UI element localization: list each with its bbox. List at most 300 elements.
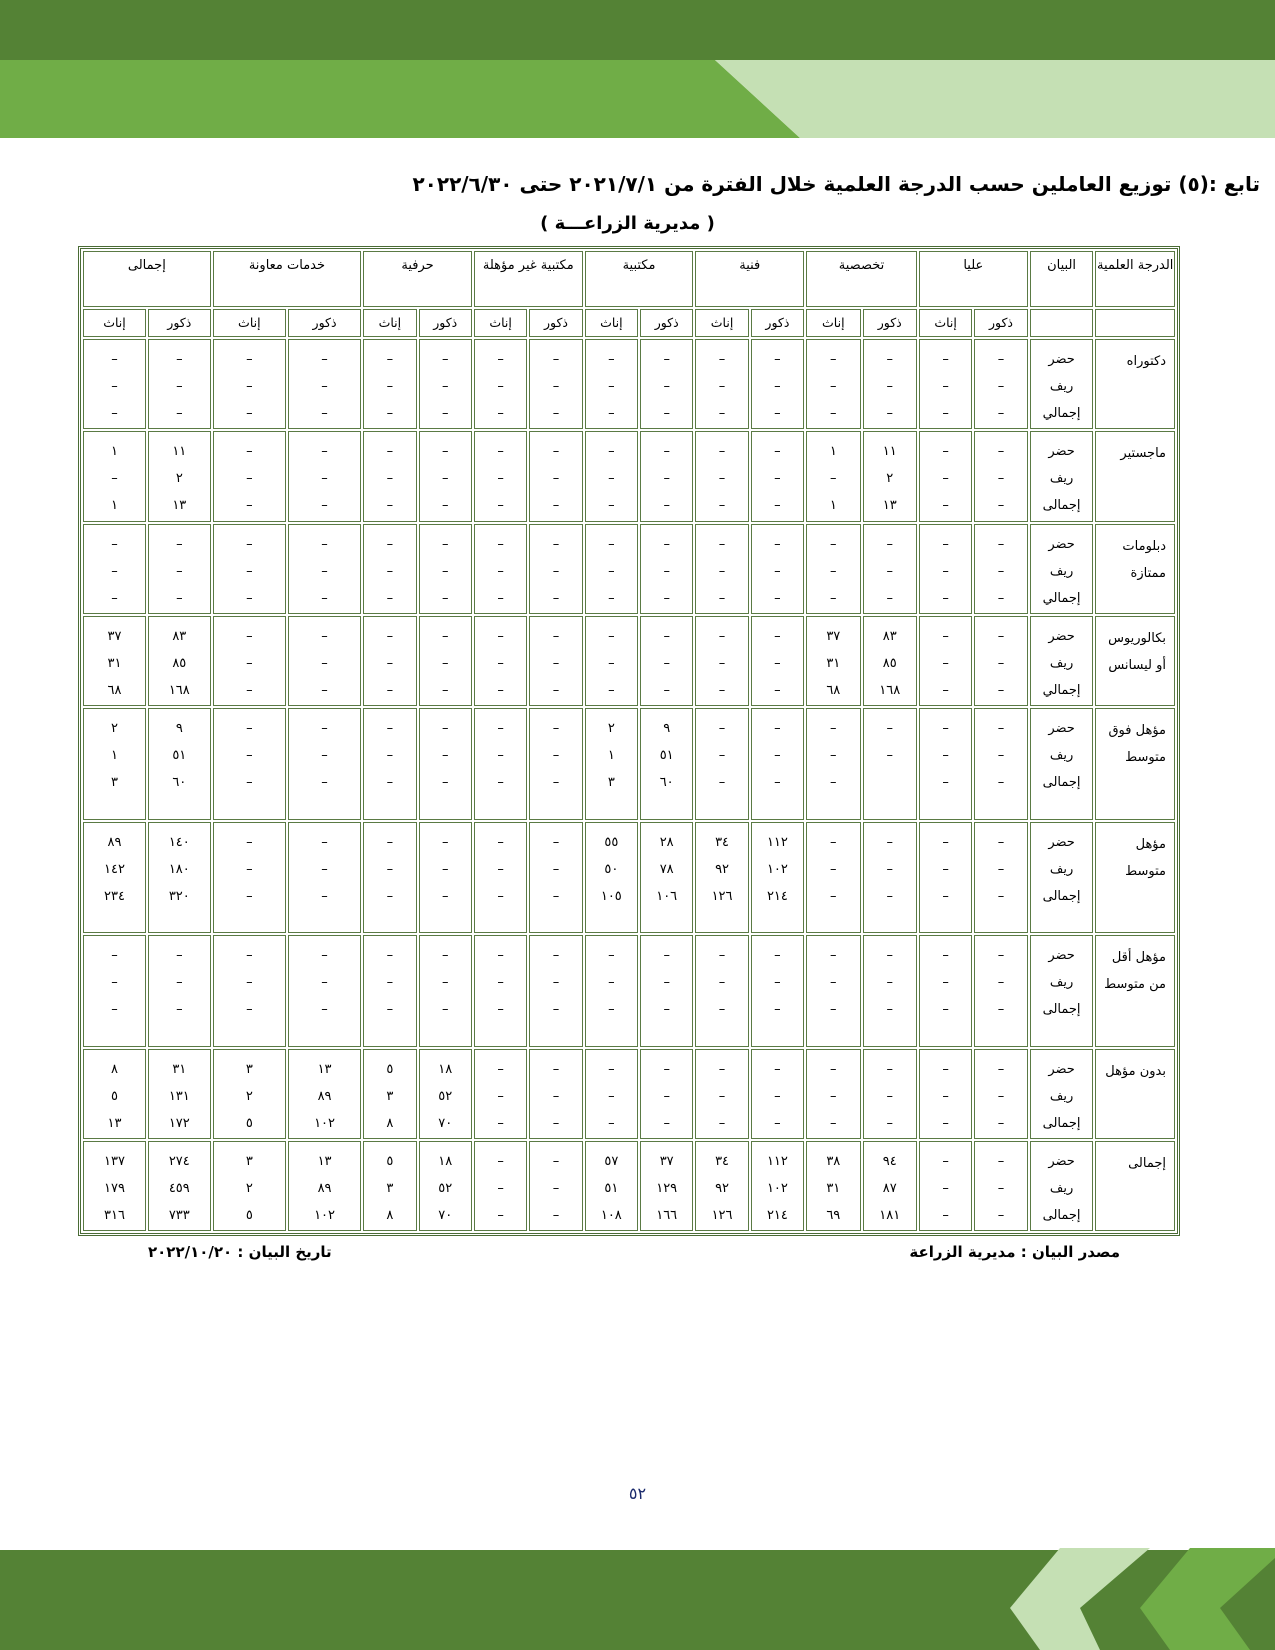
value-cell xyxy=(148,339,211,429)
value-lines xyxy=(475,432,526,519)
value: – xyxy=(997,444,1005,460)
value-cell xyxy=(640,935,693,1047)
value: – xyxy=(176,563,183,579)
value: – xyxy=(830,1088,837,1104)
value-cell xyxy=(640,339,693,429)
value: – xyxy=(774,406,781,422)
male-header: ذكور xyxy=(419,309,472,337)
table-row xyxy=(83,708,1175,820)
value xyxy=(864,769,916,796)
value-cell xyxy=(585,431,638,521)
female-header: إناث xyxy=(474,309,527,337)
value-cell xyxy=(806,1049,860,1139)
value-cell xyxy=(288,431,361,521)
value-cell xyxy=(751,524,804,614)
value-lines xyxy=(864,1050,916,1137)
table-subtitle xyxy=(0,213,1275,234)
value: – xyxy=(552,888,560,904)
value-lines xyxy=(420,340,471,427)
value-lines xyxy=(475,709,526,796)
value: – xyxy=(774,498,781,514)
value: – xyxy=(830,352,837,368)
value: – xyxy=(886,379,893,395)
value-lines xyxy=(975,1142,1026,1229)
value: ٤٥٩ xyxy=(168,1180,190,1196)
value: ١٣٧ xyxy=(103,1153,125,1169)
value-cell xyxy=(474,431,527,521)
value-lines xyxy=(641,432,692,519)
value-cell xyxy=(863,822,917,934)
value: – xyxy=(386,721,394,736)
value: ١١٢ xyxy=(766,1153,788,1169)
female-header: إناث xyxy=(363,309,416,337)
bayan-label: حضر xyxy=(1048,352,1075,368)
value-lines xyxy=(807,936,859,1023)
value: – xyxy=(997,1115,1005,1131)
value: ٨٩ xyxy=(317,1180,332,1196)
value: ٣٤ xyxy=(715,834,730,850)
value-cell xyxy=(919,1141,972,1231)
value: ٣٢٠ xyxy=(168,888,190,904)
value: – xyxy=(942,1115,949,1131)
value-lines xyxy=(530,340,581,427)
value: ١٣ xyxy=(882,498,897,514)
value-cell xyxy=(919,1049,972,1139)
bayan-label: إجمالى xyxy=(1042,775,1081,790)
value: – xyxy=(997,498,1005,514)
value-cell xyxy=(695,524,748,614)
value-cell xyxy=(806,708,860,820)
value: – xyxy=(246,975,253,990)
value: ٢١٤ xyxy=(766,1207,788,1223)
value-lines xyxy=(586,432,637,519)
bayan-cell xyxy=(1030,1141,1094,1231)
group-header: فنية xyxy=(695,251,804,307)
bayan-label: ريف xyxy=(1049,975,1074,990)
value: – xyxy=(608,948,615,963)
female-header: إناث xyxy=(806,309,860,337)
value-cell xyxy=(919,935,972,1047)
value: ١٦٨ xyxy=(879,682,901,698)
value: ٧٣٣ xyxy=(168,1207,190,1223)
value-cell xyxy=(806,616,860,706)
value: – xyxy=(718,1002,726,1017)
value-lines xyxy=(975,525,1026,612)
value-lines xyxy=(586,823,637,910)
value-cell xyxy=(529,616,582,706)
value: ٥٢ xyxy=(438,1180,453,1196)
value: – xyxy=(997,1002,1005,1017)
value-lines xyxy=(214,525,285,612)
value-lines xyxy=(149,823,210,910)
empty-cell xyxy=(1030,309,1094,337)
value-lines xyxy=(214,617,285,704)
value: – xyxy=(441,861,449,877)
male-header: ذكور xyxy=(640,309,693,337)
value-cell xyxy=(529,822,582,934)
value: ٥٢ xyxy=(438,1088,453,1104)
value-lines xyxy=(364,340,415,427)
value-cell xyxy=(529,431,582,521)
data-table xyxy=(81,249,1177,1233)
value-lines xyxy=(149,1142,210,1229)
value-cell xyxy=(640,616,693,706)
value: – xyxy=(246,748,253,763)
value-cell xyxy=(363,616,416,706)
value: – xyxy=(497,834,504,850)
value-cell xyxy=(419,616,472,706)
value: – xyxy=(886,563,893,579)
value: – xyxy=(552,1061,560,1077)
value: – xyxy=(441,379,449,395)
value-lines xyxy=(975,823,1026,910)
value: ١٨١ xyxy=(879,1207,901,1223)
value: – xyxy=(663,379,670,395)
value: ١٧٩ xyxy=(103,1180,125,1196)
value: ٥ xyxy=(245,1115,253,1131)
value-cell xyxy=(288,1141,361,1231)
value: – xyxy=(830,1115,837,1131)
value: ١٤٠ xyxy=(168,834,190,850)
value-cell xyxy=(474,1049,527,1139)
value: – xyxy=(997,775,1005,790)
header-row-gender xyxy=(83,309,1175,337)
value: ١٢٦ xyxy=(711,888,733,904)
value-cell xyxy=(974,935,1027,1047)
value-cell xyxy=(529,935,582,1047)
value: ١٨٠ xyxy=(168,861,190,877)
value-lines xyxy=(807,617,859,704)
value-cell xyxy=(974,822,1027,934)
value-lines xyxy=(364,1050,415,1137)
value: – xyxy=(886,834,893,850)
value: – xyxy=(886,1115,893,1131)
value: – xyxy=(608,536,615,552)
value: – xyxy=(441,948,449,963)
value: – xyxy=(441,775,449,790)
value-cell xyxy=(83,1141,146,1231)
value: – xyxy=(608,1002,615,1017)
value-lines xyxy=(807,525,859,612)
value: – xyxy=(774,1061,781,1077)
value-lines xyxy=(641,709,692,796)
bayan-label: إجمالى xyxy=(1042,1002,1081,1017)
value-cell xyxy=(474,616,527,706)
value-cell xyxy=(363,1141,416,1231)
value: – xyxy=(608,590,615,606)
value: ١٠٢ xyxy=(766,1180,788,1196)
value-cell xyxy=(148,616,211,706)
value: ٣١ xyxy=(826,655,841,671)
empty-cell xyxy=(1095,309,1175,337)
bayan-label: حضر xyxy=(1048,1061,1075,1077)
value-lines xyxy=(807,432,859,519)
value-lines xyxy=(586,525,637,612)
value-lines xyxy=(807,823,859,910)
value: – xyxy=(176,352,183,368)
value-lines xyxy=(149,340,210,427)
value-cell xyxy=(474,935,527,1047)
value: – xyxy=(386,775,394,790)
value: – xyxy=(774,1002,781,1017)
value-cell xyxy=(751,339,804,429)
value: – xyxy=(774,590,781,606)
value: – xyxy=(321,1002,328,1017)
value: – xyxy=(321,861,328,877)
value: ٢٣٤ xyxy=(103,888,125,904)
table-row xyxy=(83,822,1175,934)
value-lines xyxy=(214,709,285,796)
value: ٥٠ xyxy=(604,861,619,877)
value: – xyxy=(997,536,1005,552)
value: – xyxy=(321,352,328,368)
value: – xyxy=(552,1207,560,1223)
value-lines xyxy=(289,1142,360,1229)
value-cell xyxy=(695,822,748,934)
value-lines xyxy=(975,617,1026,704)
value: – xyxy=(663,1115,670,1131)
value: – xyxy=(321,444,328,460)
value: ٦٠ xyxy=(172,775,187,790)
value-lines xyxy=(475,1050,526,1137)
value: – xyxy=(608,1115,615,1131)
value: – xyxy=(663,471,670,487)
value: – xyxy=(497,1180,504,1196)
value-lines xyxy=(864,823,916,910)
value: – xyxy=(663,628,670,644)
bayan-header: البيان xyxy=(1030,251,1094,307)
value: – xyxy=(774,379,781,395)
value-cell xyxy=(695,935,748,1047)
value-cell xyxy=(974,1049,1027,1139)
value: – xyxy=(663,682,670,698)
value-lines xyxy=(641,1050,692,1137)
value: – xyxy=(942,1180,949,1196)
value: – xyxy=(663,655,670,671)
value: ١٢٦ xyxy=(711,1207,733,1223)
value-lines xyxy=(84,936,145,1023)
bayan-label: ريف xyxy=(1049,563,1074,579)
value-lines xyxy=(475,1142,526,1229)
value: – xyxy=(608,1061,615,1077)
value-lines xyxy=(586,1142,637,1229)
value: – xyxy=(321,834,328,850)
value: – xyxy=(386,563,394,579)
value: ٥١ xyxy=(659,748,674,763)
value-lines xyxy=(530,617,581,704)
value: – xyxy=(321,406,328,422)
value: ٣١ xyxy=(826,1180,841,1196)
value-cell xyxy=(585,822,638,934)
value-lines xyxy=(696,525,747,612)
value: – xyxy=(942,682,949,698)
value: – xyxy=(886,888,893,904)
value-cell xyxy=(213,524,286,614)
value: ١٦٦ xyxy=(656,1207,678,1223)
value: – xyxy=(718,975,726,990)
value: ٧٨ xyxy=(659,861,674,877)
bayan-label: ريف xyxy=(1049,748,1074,763)
value-lines xyxy=(920,936,971,1023)
value: – xyxy=(246,444,253,460)
value-cell xyxy=(83,708,146,820)
value: ٣ xyxy=(110,775,118,790)
value-cell xyxy=(585,339,638,429)
value: – xyxy=(552,948,560,963)
value-lines xyxy=(920,823,971,910)
value: ٢ xyxy=(607,721,615,736)
male-header: ذكور xyxy=(751,309,804,337)
page-number: ٥٢ xyxy=(628,1484,647,1503)
value-lines xyxy=(975,340,1026,427)
value: – xyxy=(718,1061,726,1077)
value: – xyxy=(942,861,949,877)
female-header: إناث xyxy=(83,309,146,337)
value: – xyxy=(386,861,394,877)
value-lines xyxy=(696,823,747,910)
value: – xyxy=(608,352,615,368)
value: – xyxy=(774,563,781,579)
value-lines xyxy=(920,709,971,796)
value: – xyxy=(997,748,1005,763)
value-cell xyxy=(419,431,472,521)
value: – xyxy=(321,655,328,671)
value: ٣١ xyxy=(107,655,122,671)
table-row xyxy=(83,1141,1175,1231)
value-lines xyxy=(641,823,692,910)
value: – xyxy=(942,975,949,990)
value: – xyxy=(886,975,893,990)
value-cell xyxy=(751,431,804,521)
value: – xyxy=(718,682,726,698)
value-lines xyxy=(641,1142,692,1229)
value: – xyxy=(246,775,253,790)
value: – xyxy=(441,888,449,904)
value: – xyxy=(497,563,504,579)
value-lines xyxy=(696,340,747,427)
value: – xyxy=(497,861,504,877)
value: – xyxy=(441,721,449,736)
value: ٣٨ xyxy=(826,1153,841,1169)
value: ١٧٢ xyxy=(168,1115,190,1131)
value: – xyxy=(497,1088,504,1104)
value: – xyxy=(997,352,1005,368)
value: – xyxy=(830,948,837,963)
bayan-label: حضر xyxy=(1048,628,1075,644)
value-lines xyxy=(586,709,637,796)
value-cell xyxy=(474,822,527,934)
value: ٨٩ xyxy=(317,1088,332,1104)
value: – xyxy=(997,721,1005,736)
value-cell xyxy=(974,1141,1027,1231)
value: – xyxy=(441,682,449,698)
value: – xyxy=(321,888,328,904)
value-lines xyxy=(752,340,803,427)
value-lines xyxy=(807,1050,859,1137)
male-header: ذكور xyxy=(288,309,361,337)
value: – xyxy=(774,721,781,736)
value: – xyxy=(552,834,560,850)
bayan-label: ريف xyxy=(1049,471,1074,487)
value: ١٨ xyxy=(438,1061,453,1077)
value: – xyxy=(111,975,118,990)
value: – xyxy=(441,655,449,671)
value: – xyxy=(441,444,449,460)
value-lines xyxy=(149,1050,210,1137)
value-lines xyxy=(752,1142,803,1229)
value-cell xyxy=(363,822,416,934)
value: – xyxy=(718,1115,726,1131)
value: – xyxy=(497,748,504,763)
value: – xyxy=(997,948,1005,963)
value-cell xyxy=(695,339,748,429)
degree-cell: إجمالى xyxy=(1095,1141,1175,1231)
bayan-lines xyxy=(1031,1050,1093,1137)
value: ١٣ xyxy=(107,1115,122,1131)
value-lines xyxy=(420,1050,471,1137)
value-cell xyxy=(419,935,472,1047)
value-cell xyxy=(419,822,472,934)
value-cell xyxy=(919,616,972,706)
value-lines xyxy=(530,823,581,910)
value: ٥٧ xyxy=(604,1153,619,1169)
value: – xyxy=(441,406,449,422)
value-cell xyxy=(585,708,638,820)
value-cell xyxy=(863,339,917,429)
value-lines xyxy=(475,936,526,1023)
bayan-label: حضر xyxy=(1048,1153,1075,1169)
value: – xyxy=(663,1061,670,1077)
value: ٦٨ xyxy=(107,682,122,698)
value-cell xyxy=(919,339,972,429)
value: – xyxy=(718,590,726,606)
value: ١١ xyxy=(882,444,897,460)
value: – xyxy=(441,1002,449,1017)
value: – xyxy=(997,1180,1005,1196)
value-cell xyxy=(751,1049,804,1139)
value-lines xyxy=(696,936,747,1023)
value-cell xyxy=(419,1141,472,1231)
value: – xyxy=(321,682,328,698)
value: – xyxy=(246,628,253,644)
value: – xyxy=(441,563,449,579)
value-cell xyxy=(148,822,211,934)
value-lines xyxy=(752,936,803,1023)
value: – xyxy=(497,775,504,790)
value: ٣ xyxy=(386,1180,394,1196)
value-lines xyxy=(289,617,360,704)
value-cell xyxy=(288,339,361,429)
value-lines xyxy=(84,1050,145,1137)
value-lines xyxy=(696,1142,747,1229)
value: ١ xyxy=(110,748,118,763)
bayan-lines xyxy=(1031,432,1093,519)
value: – xyxy=(886,590,893,606)
value-lines xyxy=(807,709,859,796)
value: – xyxy=(997,975,1005,990)
value-lines xyxy=(920,617,971,704)
value: ٢١٤ xyxy=(766,888,788,904)
male-header: ذكور xyxy=(529,309,582,337)
value: – xyxy=(942,379,949,395)
value-lines xyxy=(920,432,971,519)
value-cell xyxy=(974,708,1027,820)
value-lines xyxy=(214,1142,285,1229)
value: – xyxy=(886,721,893,736)
group-header: إجمالى xyxy=(83,251,211,307)
value: – xyxy=(321,590,328,606)
value-lines xyxy=(752,617,803,704)
